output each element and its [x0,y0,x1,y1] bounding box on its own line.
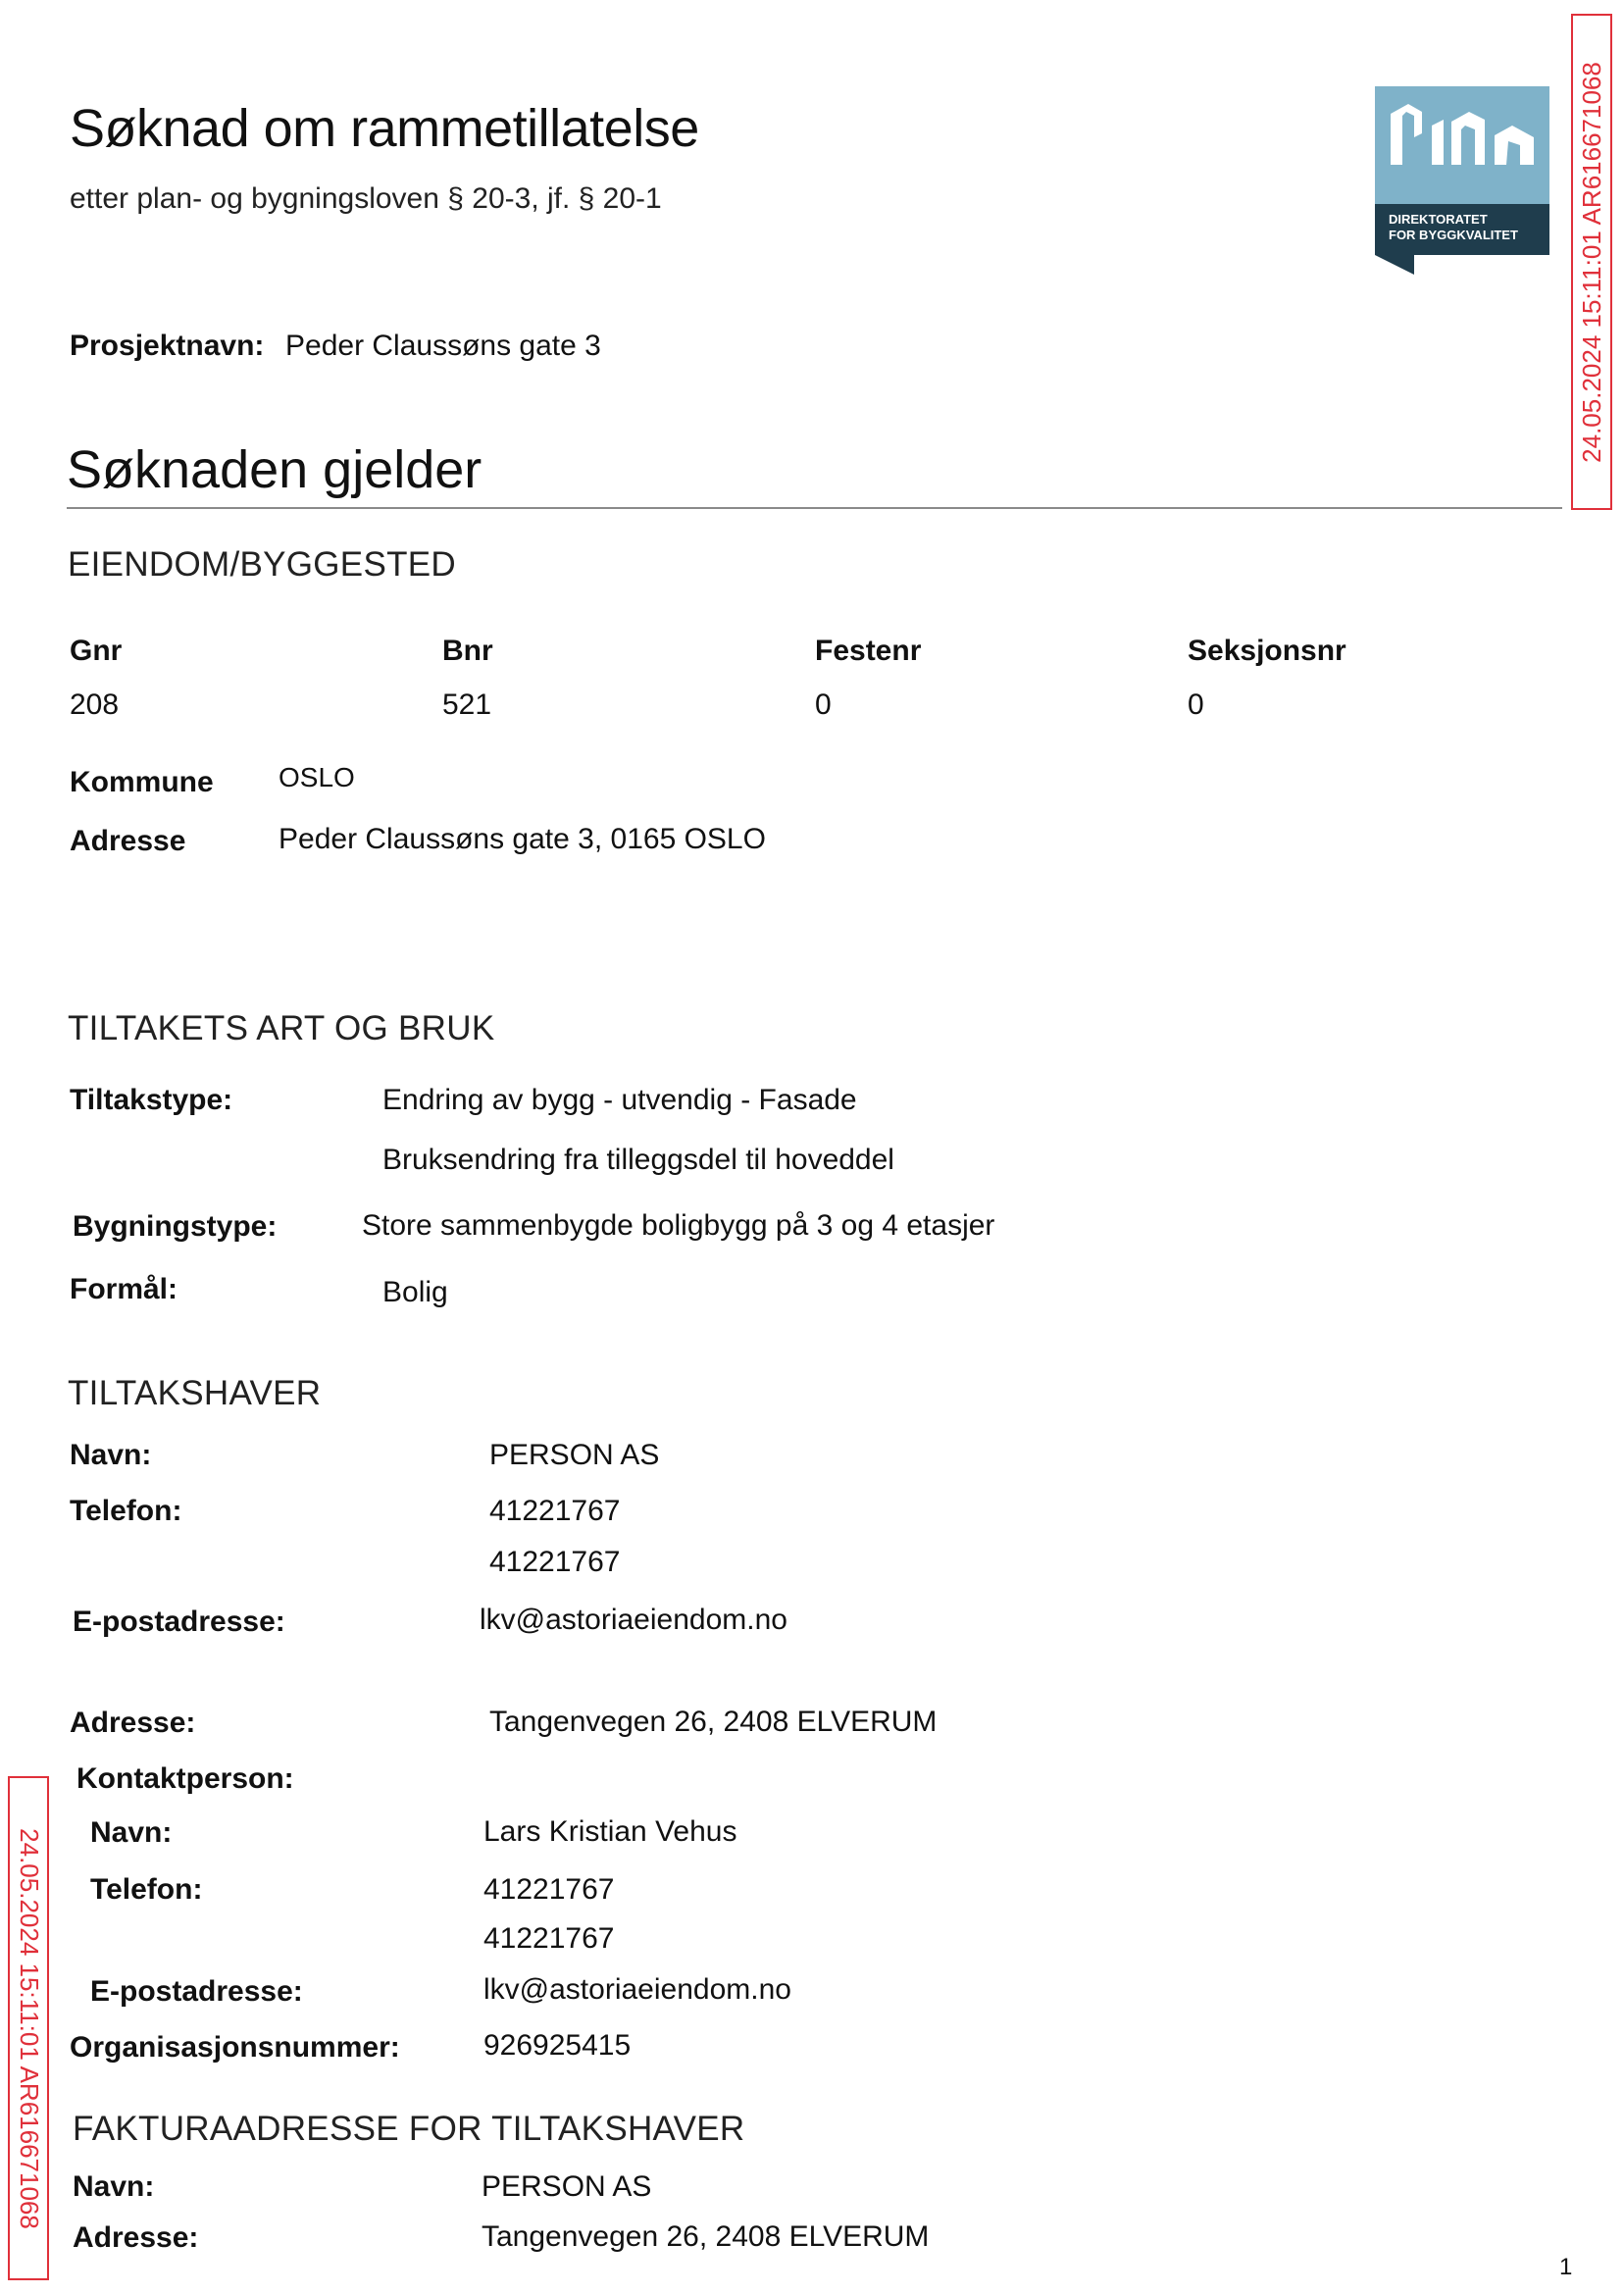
tiltak-heading: TILTAKETS ART OG BRUK [68,1009,495,1047]
stamp-text: 24.05.2024 15:11:01 AR616671068 [14,1827,44,2229]
formal-label: Formål: [70,1273,178,1305]
kontakt-epost-label: E-postadresse: [90,1975,303,2008]
logo-text-line1: DIREKTORATET [1389,212,1488,227]
kontakt-telefon-label: Telefon: [90,1873,203,1906]
adresse-label: Adresse [70,825,186,857]
kontakt-epost-value: lkv@astoriaeiendom.no [483,1973,791,2006]
tiltakstype-label: Tiltakstype: [70,1084,233,1116]
stamp-text: 24.05.2024 15:11:01 AR616671068 [1576,61,1606,463]
project-label: Prosjektnavn: [70,330,265,362]
gnr-label: Gnr [70,635,123,667]
faktura-adresse-label: Adresse: [73,2221,199,2254]
page-subtitle: etter plan- og bygningsloven § 20-3, jf. § 20-1 [70,182,662,215]
eiendom-heading: EIENDOM/BYGGESTED [68,545,456,584]
section-title: Søknaden gjelder [67,440,482,499]
adresse-value: Peder Claussøns gate 3, 0165 OSLO [279,823,766,855]
bygningstype-value: Store sammenbygde boligbygg på 3 og 4 etasjer [362,1209,995,1242]
faktura-adresse-value: Tangenvegen 26, 2408 ELVERUM [482,2220,930,2253]
tiltakshaver-telefon-label: Telefon: [70,1495,182,1527]
tiltakshaver-adresse-label: Adresse: [70,1707,196,1739]
tiltakstype-value-2: Bruksendring fra tilleggsdel til hoveddel [382,1144,894,1176]
kontakt-navn-value: Lars Kristian Vehus [483,1815,737,1848]
page-number: 1 [1559,2254,1573,2280]
bygningstype-label: Bygningstype: [73,1210,278,1243]
seksjonsnr-value: 0 [1188,688,1204,721]
faktura-heading: FAKTURAADRESSE FOR TILTAKSHAVER [73,2110,745,2148]
tiltakshaver-telefon-1: 41221767 [489,1495,621,1527]
received-stamp-left [8,1776,49,2280]
kommune-value: OSLO [279,762,355,792]
gnr-value: 208 [70,688,120,721]
dibk-logo [1375,86,1549,275]
kontakt-telefon-2: 41221767 [483,1922,615,1955]
formal-value: Bolig [382,1276,448,1308]
kontaktperson-label: Kontaktperson: [76,1762,294,1795]
tiltakshaver-epost-value: lkv@astoriaeiendom.no [480,1604,787,1636]
tiltakshaver-epost-label: E-postadresse: [73,1606,285,1638]
project-value: Peder Claussøns gate 3 [285,330,601,362]
festenr-label: Festenr [815,635,922,667]
faktura-navn-value: PERSON AS [482,2170,652,2203]
kontakt-navn-label: Navn: [90,1816,173,1849]
logo-text-line2: FOR BYGGKVALITET [1389,228,1518,242]
bnr-label: Bnr [442,635,493,667]
festenr-value: 0 [815,688,832,721]
org-label: Organisasjonsnummer: [70,2031,400,2064]
tiltakshaver-adresse-value: Tangenvegen 26, 2408 ELVERUM [489,1706,938,1738]
kontakt-telefon-1: 41221767 [483,1873,615,1906]
tiltakshaver-navn-value: PERSON AS [489,1439,660,1471]
tiltakshaver-navn-label: Navn: [70,1439,152,1471]
org-value: 926925415 [483,2029,632,2062]
tiltakstype-value-1: Endring av bygg - utvendig - Fasade [382,1084,857,1116]
tiltakshaver-telefon-2: 41221767 [489,1546,621,1578]
section-divider [67,507,1562,509]
seksjonsnr-label: Seksjonsnr [1188,635,1346,667]
kommune-label: Kommune [70,766,214,798]
tiltakshaver-heading: TILTAKSHAVER [68,1374,322,1412]
received-stamp-right [1571,14,1612,510]
page-title: Søknad om rammetillatelse [70,99,699,158]
bnr-value: 521 [442,688,492,721]
faktura-navn-label: Navn: [73,2170,155,2203]
